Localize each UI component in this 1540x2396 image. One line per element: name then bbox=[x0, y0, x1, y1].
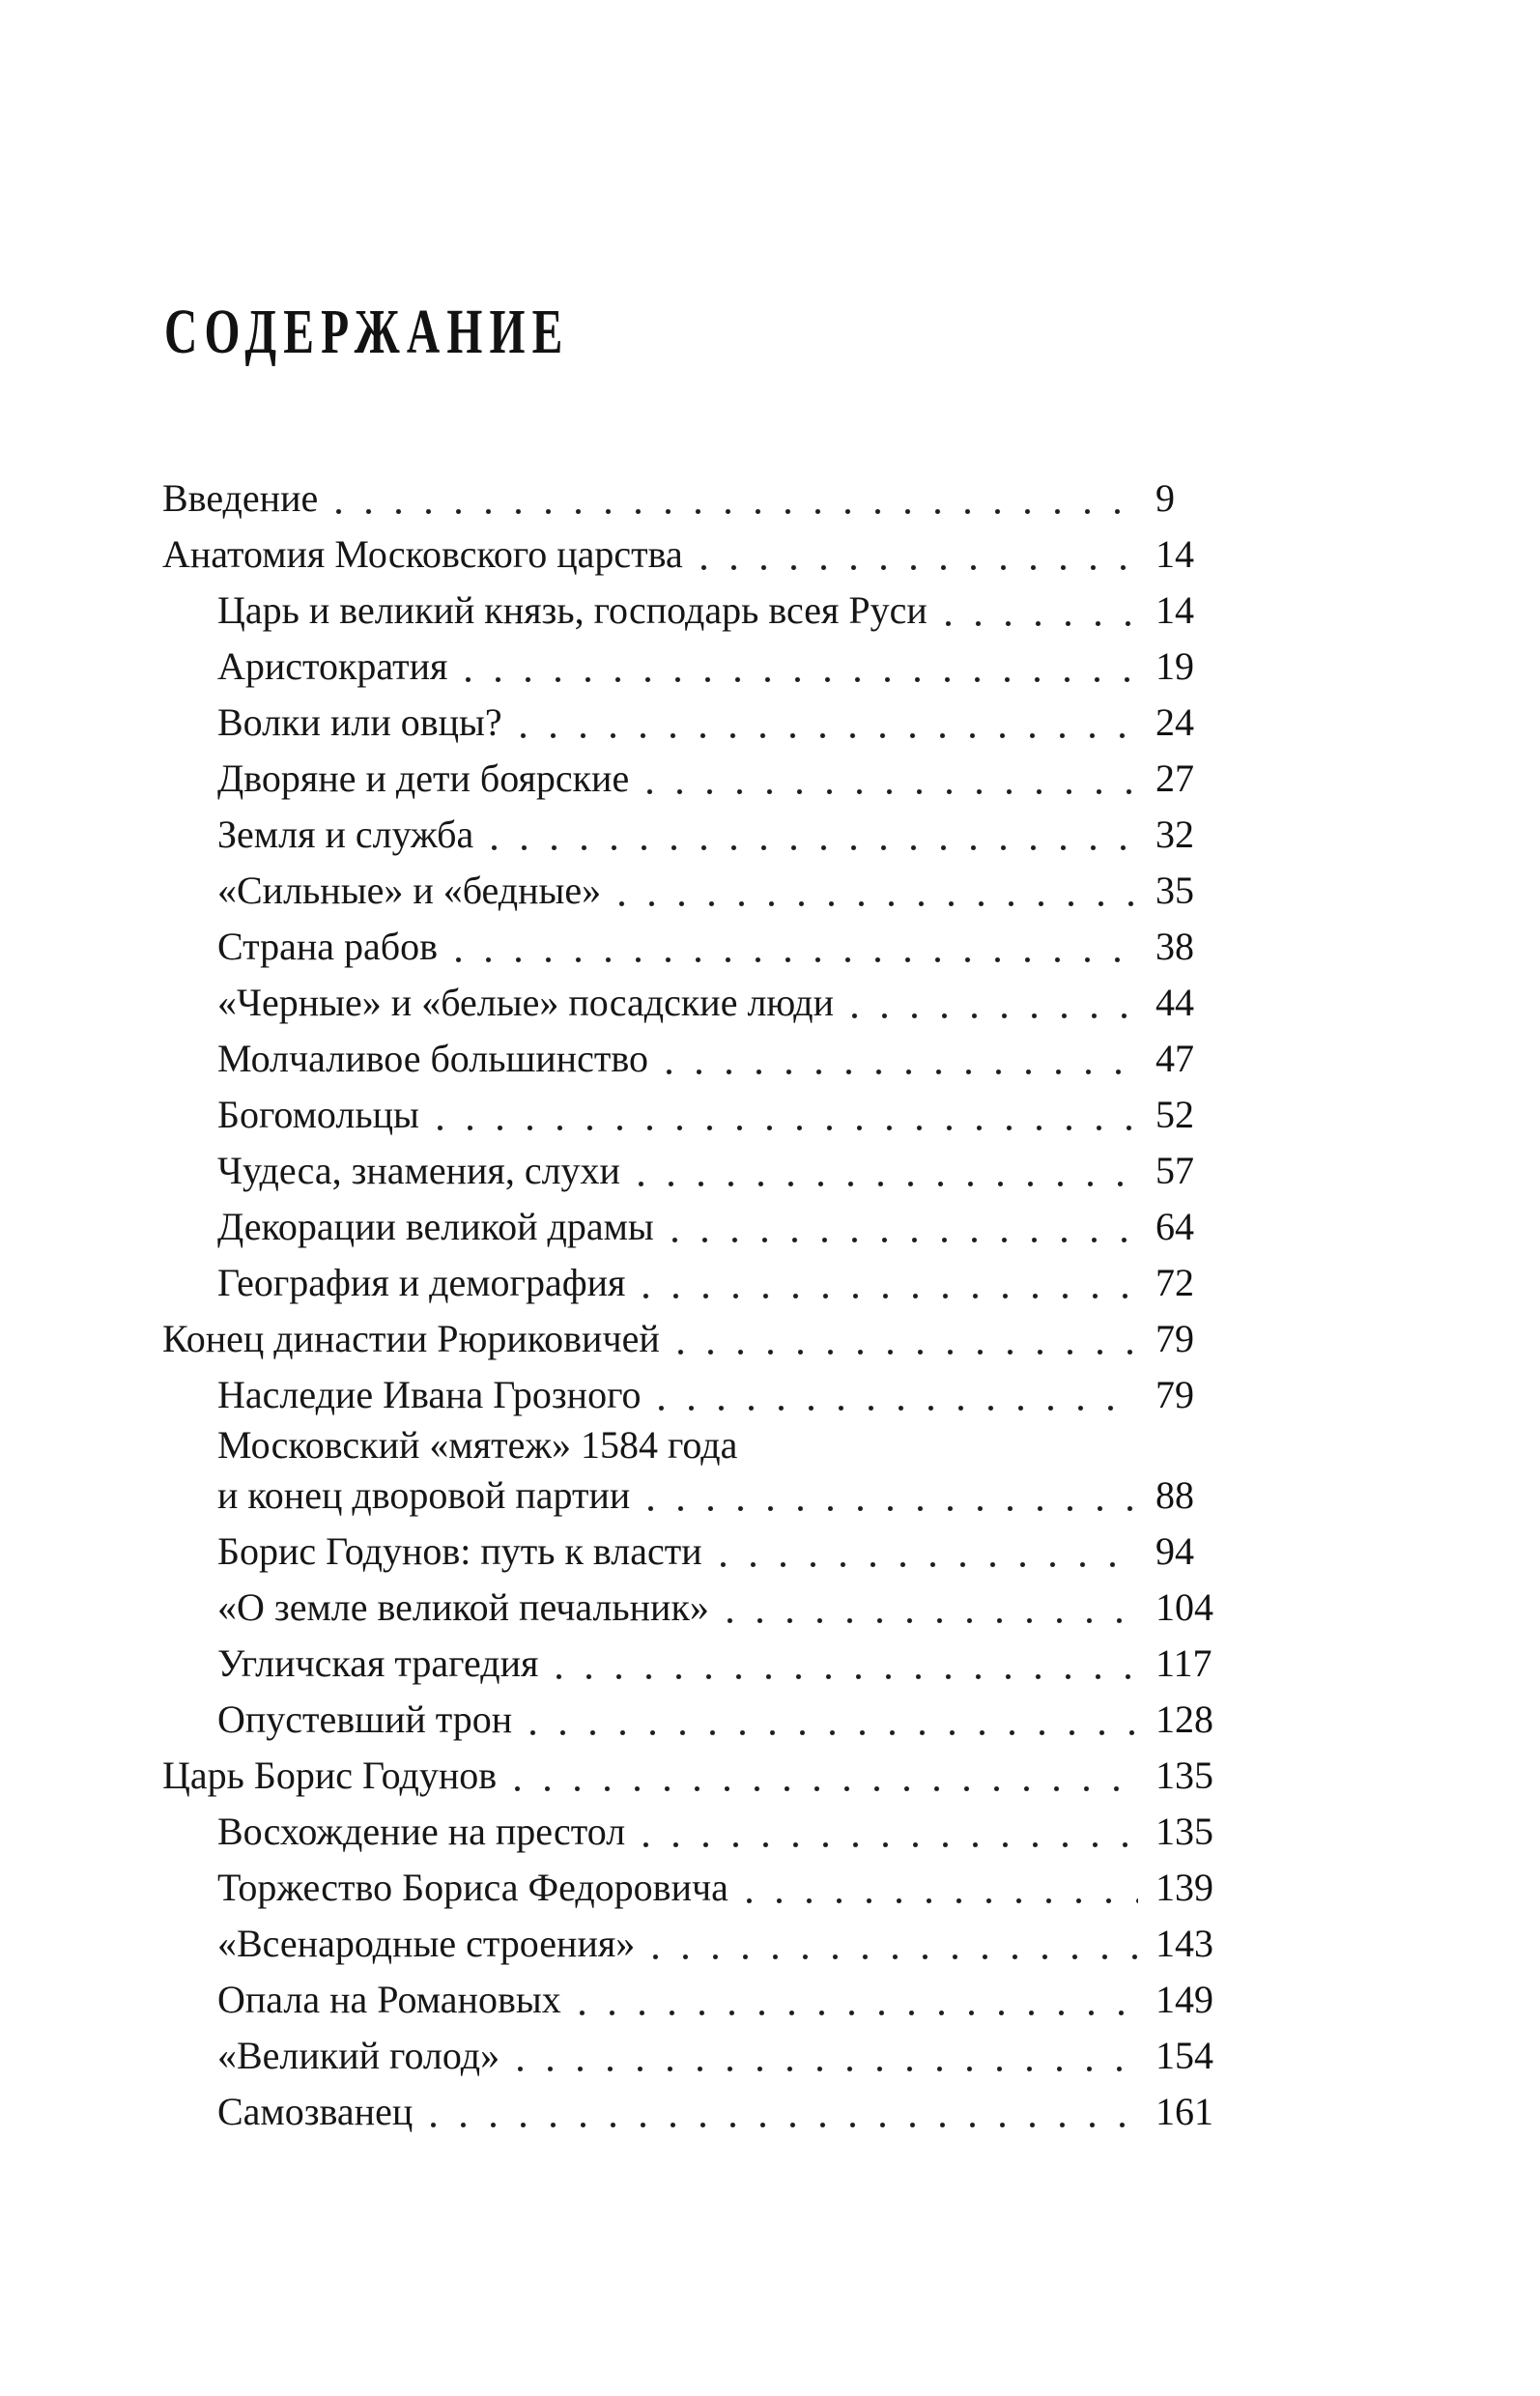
toc-entry-label: «Великий голод» bbox=[217, 2034, 500, 2077]
toc-entry bbox=[162, 863, 1248, 919]
toc-page-number: 14 bbox=[1155, 532, 1194, 576]
toc-page-number: 161 bbox=[1155, 2090, 1213, 2133]
leader-dots bbox=[427, 2084, 1138, 2140]
toc-entry bbox=[162, 583, 1248, 639]
toc-page-number: 117 bbox=[1155, 1641, 1212, 1685]
leader-dots bbox=[663, 1031, 1138, 1087]
toc-entry-label: Дворяне и дети боярские bbox=[217, 756, 630, 800]
toc-page-number: 88 bbox=[1155, 1473, 1194, 1517]
leader-dots bbox=[942, 583, 1138, 639]
toc-entry bbox=[162, 975, 1248, 1031]
toc-entry bbox=[162, 1972, 1248, 2028]
toc-page-number: 27 bbox=[1155, 756, 1194, 800]
toc-entry bbox=[162, 1524, 1248, 1580]
leader-dots bbox=[643, 751, 1138, 807]
toc-page-number: 79 bbox=[1155, 1317, 1194, 1360]
toc-entry bbox=[162, 695, 1248, 751]
toc-entry-label: Восхождение на престол bbox=[217, 1810, 626, 1853]
toc-entry bbox=[162, 1031, 1248, 1087]
toc-entry-label: Борис Годунов: путь к власти bbox=[217, 1529, 702, 1573]
toc-page-number: 94 bbox=[1155, 1529, 1194, 1573]
toc-entry-label: Страна рабов bbox=[217, 925, 439, 968]
toc-entry-label: Молчаливое большинство bbox=[217, 1037, 648, 1080]
toc-entry-label: Угличская трагедия bbox=[217, 1641, 539, 1685]
toc-entry bbox=[162, 639, 1248, 695]
toc-entry-label: Анатомия Московского царства bbox=[162, 532, 683, 576]
toc-entry bbox=[162, 527, 1248, 583]
toc-entry bbox=[162, 1860, 1248, 1916]
toc-entry-label: Опустевший трон bbox=[217, 1697, 513, 1741]
toc-entry bbox=[162, 471, 1248, 527]
toc-entry-label: Царь Борис Годунов bbox=[162, 1754, 498, 1797]
toc-entry-label: Наследие Ивана Грозного bbox=[217, 1373, 642, 1416]
toc-entry-text bbox=[162, 1423, 1155, 1524]
toc-entry-label: Богомольцы bbox=[217, 1093, 419, 1136]
toc-entry-label: Царь и великий князь, господарь всея Руси bbox=[217, 588, 927, 632]
leader-dots bbox=[553, 1636, 1138, 1692]
toc-page-number: 79 bbox=[1155, 1373, 1194, 1416]
toc-page-number: 104 bbox=[1155, 1585, 1213, 1629]
leader-dots bbox=[615, 863, 1138, 919]
toc-entry bbox=[162, 1692, 1248, 1748]
toc-page-number: 143 bbox=[1155, 1922, 1213, 1965]
leader-dots bbox=[452, 919, 1138, 975]
toc-entry-label: Чудеса, знамения, слухи bbox=[217, 1149, 620, 1192]
toc-page-number: 154 bbox=[1155, 2034, 1213, 2077]
leader-dots bbox=[511, 1748, 1138, 1804]
leader-dots bbox=[717, 1524, 1138, 1580]
toc-page-number: 149 bbox=[1155, 1978, 1213, 2021]
toc-entry-label: Декорации великой драмы bbox=[217, 1205, 654, 1248]
toc-page-number: 32 bbox=[1155, 813, 1194, 856]
toc-entry bbox=[162, 1199, 1248, 1255]
toc-entry-label: Самозванец bbox=[217, 2090, 414, 2133]
toc-page-number: 35 bbox=[1155, 869, 1194, 912]
toc-entry bbox=[162, 1255, 1248, 1311]
leader-dots bbox=[434, 1087, 1138, 1143]
toc-page-number: 24 bbox=[1155, 700, 1194, 744]
toc-entry bbox=[162, 1367, 1248, 1423]
toc-page-number: 19 bbox=[1155, 644, 1194, 688]
toc-entry-label-line2: и конец дворовой партии bbox=[217, 1473, 631, 1517]
leader-dots bbox=[674, 1311, 1138, 1367]
toc-entry bbox=[162, 919, 1248, 975]
toc-page-number: 72 bbox=[1155, 1261, 1194, 1304]
toc-page-number: 135 bbox=[1155, 1810, 1213, 1853]
toc-page-number: 44 bbox=[1155, 981, 1194, 1024]
toc-entry-label: Аристократия bbox=[217, 644, 448, 688]
leader-dots bbox=[644, 1468, 1138, 1524]
leader-dots bbox=[669, 1199, 1138, 1255]
toc-page-number: 38 bbox=[1155, 925, 1194, 968]
toc-page-number: 47 bbox=[1155, 1037, 1194, 1080]
leader-dots bbox=[527, 1692, 1138, 1748]
toc-entry-label: «О земле великой печальник» bbox=[217, 1585, 709, 1629]
toc-page-number: 57 bbox=[1155, 1149, 1194, 1192]
leader-dots bbox=[640, 1255, 1138, 1311]
leader-dots bbox=[640, 1804, 1138, 1860]
toc-entry bbox=[162, 1087, 1248, 1143]
toc-entry-label: Волки или овцы? bbox=[217, 700, 502, 744]
page-title: СОДЕРЖАНИЕ bbox=[164, 297, 570, 368]
toc-entry bbox=[162, 1636, 1248, 1692]
leader-dots bbox=[743, 1860, 1138, 1916]
toc-entry-label: Земля и служба bbox=[217, 813, 474, 856]
toc-entry-label: Конец династии Рюриковичей bbox=[162, 1317, 660, 1360]
leader-dots bbox=[576, 1972, 1138, 2028]
toc-entry-label: Опала на Романовых bbox=[217, 1978, 561, 2021]
toc-entry bbox=[162, 1804, 1248, 1860]
leader-dots bbox=[724, 1580, 1138, 1636]
toc-entry-label: «Всенародные строения» bbox=[217, 1922, 636, 1965]
toc-entry bbox=[162, 751, 1248, 807]
leader-dots bbox=[848, 975, 1138, 1031]
toc-page-number: 64 bbox=[1155, 1205, 1194, 1248]
toc-entry-label: Торжество Бориса Федоровича bbox=[217, 1866, 728, 1909]
toc-page-number: 128 bbox=[1155, 1697, 1213, 1741]
leader-dots bbox=[488, 807, 1138, 863]
toc-entry bbox=[162, 1311, 1248, 1367]
toc-entry-label: «Черные» и «белые» посадские люди bbox=[217, 981, 835, 1024]
toc-entry-label: Московский «мятеж» 1584 года bbox=[217, 1423, 738, 1467]
toc-list bbox=[162, 471, 1248, 2140]
leader-dots bbox=[517, 695, 1138, 751]
leader-dots bbox=[649, 1916, 1138, 1972]
toc-page-number: 14 bbox=[1155, 588, 1194, 632]
toc-page-number: 52 bbox=[1155, 1093, 1194, 1136]
toc-entry bbox=[162, 1580, 1248, 1636]
leader-dots bbox=[635, 1143, 1138, 1199]
leader-dots bbox=[462, 639, 1138, 695]
toc-entry bbox=[162, 1748, 1248, 1804]
toc-entry-label: Введение bbox=[162, 476, 319, 520]
toc-entry bbox=[162, 1143, 1248, 1199]
toc-entry bbox=[162, 1423, 1248, 1524]
toc-page-number: 139 bbox=[1155, 1866, 1213, 1909]
leader-dots bbox=[655, 1367, 1138, 1423]
toc-entry bbox=[162, 807, 1248, 863]
toc-entry bbox=[162, 1916, 1248, 1972]
leader-dots bbox=[698, 527, 1138, 583]
toc-page-number: 135 bbox=[1155, 1754, 1213, 1797]
toc-page-number: 9 bbox=[1155, 476, 1175, 520]
toc-entry-label: География и демография bbox=[217, 1261, 626, 1304]
toc-entry bbox=[162, 2084, 1248, 2140]
toc-entry bbox=[162, 2028, 1248, 2084]
toc-entry-label: «Сильные» и «бедные» bbox=[217, 869, 602, 912]
leader-dots bbox=[332, 471, 1138, 527]
leader-dots bbox=[514, 2028, 1138, 2084]
